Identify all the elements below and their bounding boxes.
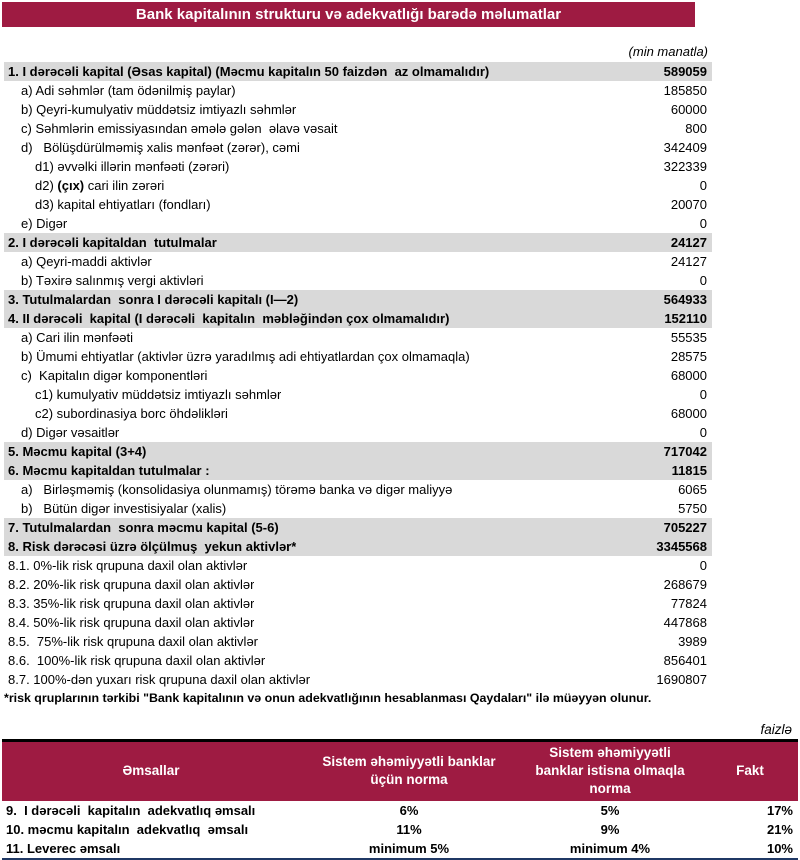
row-label: d3) kapital ehtiyatları (fondları) bbox=[35, 197, 211, 212]
row-label: 8.3. 35%-lik risk qrupuna daxil olan aktivlər bbox=[8, 596, 255, 611]
row-label: a) Qeyri-maddi aktivlər bbox=[21, 254, 152, 269]
row-label: 8.2. 20%-lik risk qrupuna daxil olan aktivlər bbox=[8, 577, 255, 592]
row-value: 185850 bbox=[663, 83, 707, 98]
row-value: 0 bbox=[699, 178, 707, 193]
ratios-header-fakt: Fakt bbox=[736, 763, 764, 779]
footnote: *risk qruplarının tərkibi "Bank kapitalının və onun adekvatlığının hesablanması Qaydaları" ilə müəyyən olunur. bbox=[4, 691, 652, 705]
table-row bbox=[4, 328, 712, 347]
capital-structure-table bbox=[4, 62, 712, 708]
ratio-label: 11. Leverec əmsalı bbox=[6, 840, 121, 856]
row-value: 564933 bbox=[663, 292, 707, 307]
table-row bbox=[4, 195, 712, 214]
table-row bbox=[4, 309, 712, 328]
report-title: Bank kapitalının strukturu və adekvatlığı barədə məlumatlar bbox=[2, 2, 695, 27]
row-label: 8.1. 0%-lik risk qrupuna daxil olan aktivlər bbox=[8, 558, 248, 573]
row-value: 77824 bbox=[670, 596, 707, 611]
row-label bbox=[4, 178, 164, 193]
row-value: 589059 bbox=[663, 64, 707, 79]
ratios-header-norm-non-systemic: Sistem əhəmiyyətli banklar istisna olmaqla norma bbox=[535, 745, 685, 797]
table-row bbox=[4, 233, 712, 252]
row-value: 0 bbox=[699, 558, 707, 573]
row-label: d) Digər vəsaitlər bbox=[21, 425, 120, 440]
ratios-row bbox=[2, 801, 798, 820]
row-label: c2) subordinasiya borc öhdəlikləri bbox=[35, 406, 228, 421]
ratio-norm-non-systemic: 9% bbox=[600, 821, 620, 837]
row-label-part: d2) bbox=[35, 178, 58, 193]
adequacy-ratios-table bbox=[2, 739, 798, 858]
row-value: 342409 bbox=[663, 140, 707, 155]
table-row bbox=[4, 404, 712, 423]
row-value: 6065 bbox=[678, 482, 707, 497]
row-label: a) Adi səhmlər (tam ödənilmiş paylar) bbox=[21, 83, 236, 98]
table-row bbox=[4, 461, 712, 480]
table-row bbox=[4, 594, 712, 613]
row-label: 8.5. 75%-lik risk qrupuna daxil olan aktivlər bbox=[8, 634, 259, 649]
table-row bbox=[4, 138, 712, 157]
row-value: 152110 bbox=[664, 311, 707, 326]
row-label: 8.6. 100%-lik risk qrupuna daxil olan aktivlər bbox=[8, 653, 266, 668]
table-row bbox=[4, 366, 712, 385]
ratio-fact: 10% bbox=[766, 840, 793, 856]
row-value: 68000 bbox=[670, 368, 707, 383]
table-row bbox=[4, 271, 712, 290]
table-row bbox=[4, 670, 712, 689]
row-label-part: (çıx) bbox=[57, 178, 85, 193]
ratio-norm-systemic: 6% bbox=[399, 802, 419, 818]
row-label: d1) əvvəlki illərin mənfəəti (zərəri) bbox=[35, 159, 230, 174]
row-value: 322339 bbox=[663, 159, 707, 174]
table-row bbox=[4, 290, 712, 309]
row-value: 705227 bbox=[663, 520, 707, 535]
row-label: 5. Məcmu kapital (3+4) bbox=[8, 444, 147, 459]
row-label: 3. Tutulmalardan sonra I dərəcəli kapitalı (I—2) bbox=[8, 292, 299, 307]
table-row bbox=[4, 537, 712, 556]
row-value: 447868 bbox=[663, 615, 707, 630]
ratio-norm-non-systemic: 5% bbox=[600, 802, 620, 818]
row-label-part: cari ilin zərəri bbox=[84, 178, 165, 193]
row-value: 28575 bbox=[670, 349, 707, 364]
ratio-fact: 21% bbox=[766, 821, 793, 837]
ratios-header-row bbox=[2, 742, 798, 801]
ratios-header-emsallar: Əmsallar bbox=[122, 763, 180, 779]
ratios-header-norm-systemic: Sistem əhəmiyyətli banklar üçün norma bbox=[322, 754, 496, 788]
row-value: 3345568 bbox=[656, 539, 707, 554]
row-label: 6. Məcmu kapitaldan tutulmalar : bbox=[8, 463, 210, 478]
row-value: 5750 bbox=[678, 501, 707, 516]
row-value: 717042 bbox=[663, 444, 707, 459]
row-value: 0 bbox=[699, 387, 707, 402]
row-label: b) Bütün digər investisiyalar (xalis) bbox=[21, 501, 227, 516]
table-row bbox=[4, 423, 712, 442]
row-value: 55535 bbox=[670, 330, 707, 345]
row-label: b) Qeyri-kumulyativ müddətsiz imtiyazlı səhmlər bbox=[21, 102, 297, 117]
table-row bbox=[4, 651, 712, 670]
table-row bbox=[4, 214, 712, 233]
ratios-row bbox=[2, 839, 798, 858]
table-row bbox=[4, 81, 712, 100]
table-row bbox=[4, 499, 712, 518]
table-row bbox=[4, 613, 712, 632]
ratio-norm-systemic: 11% bbox=[396, 821, 422, 837]
row-value: 3989 bbox=[678, 634, 707, 649]
unit-note-faizle: faizlə bbox=[760, 722, 792, 737]
row-value: 0 bbox=[699, 425, 707, 440]
row-label: b) Ümumi ehtiyatlar (aktivlər üzrə yaradılmış adi ehtiyatlardan çox olmamaqla) bbox=[21, 349, 470, 364]
row-value: 60000 bbox=[670, 102, 707, 117]
row-label: e) Digər bbox=[21, 216, 68, 231]
row-label: a) Birləşməmiş (konsolidasiya olunmamış) törəmə banka və digər maliyyə bbox=[21, 482, 453, 497]
unit-note-min-manatla: (min manatla) bbox=[628, 44, 708, 59]
row-value: 0 bbox=[699, 216, 707, 231]
row-value: 68000 bbox=[670, 406, 707, 421]
table-row bbox=[4, 62, 712, 81]
row-value: 24127 bbox=[670, 254, 707, 269]
ratio-label: 9. I dərəcəli kapitalın adekvatlıq əmsalı bbox=[6, 802, 256, 818]
ratio-norm-systemic: minimum 5% bbox=[368, 840, 450, 856]
row-label: 4. II dərəcəli kapital (I dərəcəli kapitalın məbləğindən çox olmamalıdır) bbox=[8, 311, 450, 326]
row-label: 8.7. 100%-dən yuxarı risk qrupuna daxil olan aktivlər bbox=[8, 672, 311, 687]
row-value: 268679 bbox=[663, 577, 707, 592]
row-label: b) Təxirə salınmış vergi aktivləri bbox=[21, 273, 204, 288]
table-row bbox=[4, 556, 712, 575]
table-row bbox=[4, 575, 712, 594]
table-row bbox=[4, 480, 712, 499]
row-label: 2. I dərəcəli kapitaldan tutulmalar bbox=[8, 235, 217, 250]
row-label: c) Kapitalın digər komponentləri bbox=[21, 368, 208, 383]
table-row bbox=[4, 252, 712, 271]
table-row bbox=[4, 385, 712, 404]
row-value: 11815 bbox=[671, 463, 707, 478]
row-value: 856401 bbox=[663, 653, 707, 668]
row-label: a) Cari ilin mənfəəti bbox=[21, 330, 133, 345]
table-row bbox=[4, 157, 712, 176]
row-value: 20070 bbox=[670, 197, 707, 212]
row-value: 24127 bbox=[670, 235, 707, 250]
row-value: 800 bbox=[685, 121, 707, 136]
table-row bbox=[4, 632, 712, 651]
table-row bbox=[4, 176, 712, 195]
row-label: 8. Risk dərəcəsi üzrə ölçülmuş yekun aktivlər* bbox=[8, 539, 297, 554]
table-row bbox=[4, 119, 712, 138]
ratio-fact: 17% bbox=[766, 802, 793, 818]
ratio-label: 10. məcmu kapitalın adekvatlıq əmsalı bbox=[6, 821, 249, 837]
table-row bbox=[4, 518, 712, 537]
row-label: d) Bölüşdürülməmiş xalis mənfəət (zərər), cəmi bbox=[21, 140, 300, 155]
ratios-row bbox=[2, 820, 798, 839]
table-row bbox=[4, 347, 712, 366]
table-row bbox=[4, 100, 712, 119]
row-label: 1. I dərəcəli kapital (Əsas kapital) (Məcmu kapitalın 50 faizdən az olmamalıdır) bbox=[8, 64, 490, 79]
ratio-norm-non-systemic: minimum 4% bbox=[569, 840, 651, 856]
row-label: 8.4. 50%-lik risk qrupuna daxil olan aktivlər bbox=[8, 615, 255, 630]
row-label: c1) kumulyativ müddətsiz imtiyazlı səhmlər bbox=[35, 387, 282, 402]
row-label: c) Səhmlərin emissiyasından əmələ gələn əlavə vəsait bbox=[21, 121, 338, 136]
row-label: 7. Tutulmalardan sonra məcmu kapital (5-6) bbox=[8, 520, 279, 535]
table-row bbox=[4, 442, 712, 461]
row-value: 1690807 bbox=[656, 672, 707, 687]
row-value: 0 bbox=[699, 273, 707, 288]
